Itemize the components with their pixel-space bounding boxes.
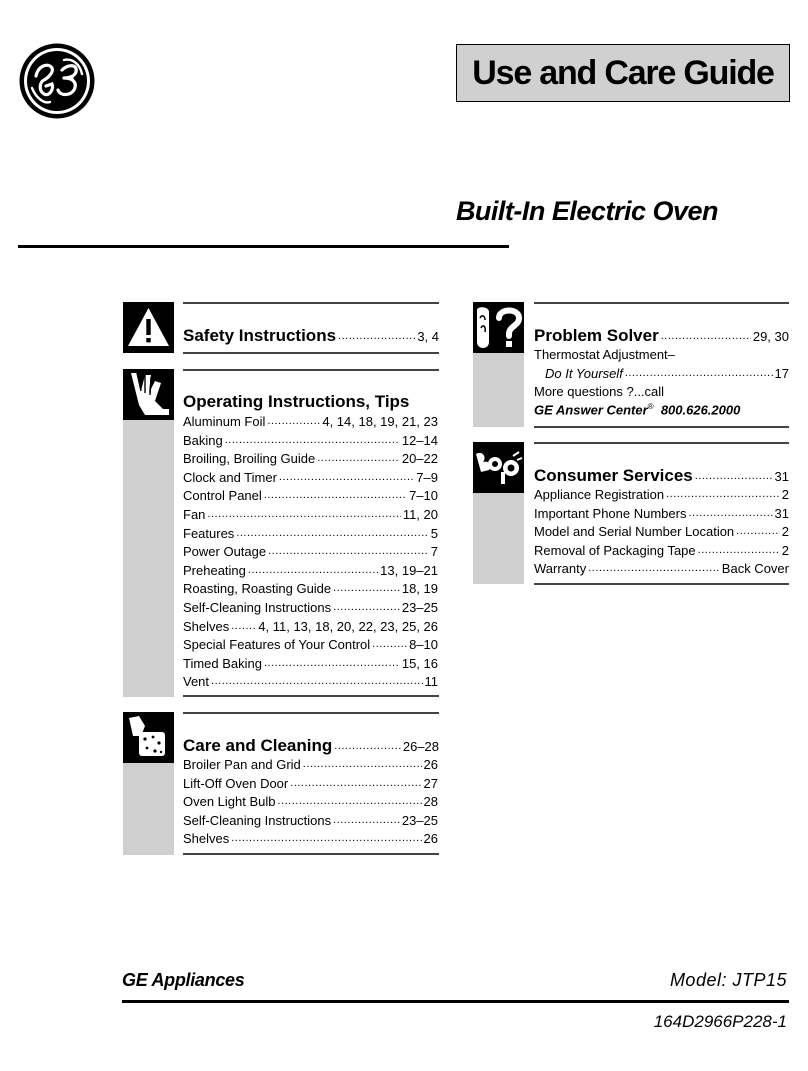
answer-center-line: GE Answer Center® 800.626.2000 bbox=[534, 402, 741, 418]
safety-bottom-rule bbox=[183, 352, 439, 354]
toc-entry-warranty[interactable]: Warranty ..... Back Cover bbox=[534, 561, 789, 580]
toc-entry-fan[interactable]: Fan ..... 11, 20 bbox=[183, 507, 438, 526]
toc-entry-oven-door[interactable]: Lift-Off Oven Door ..... 27 bbox=[183, 776, 438, 795]
document-code: 164D2966P228-1 bbox=[653, 1012, 787, 1031]
problem-top-rule bbox=[534, 302, 789, 304]
toc-entry-packaging-tape[interactable]: Removal of Packaging Tape ..... 2 bbox=[534, 543, 789, 562]
consumer-pages: 31 bbox=[774, 469, 789, 484]
problem-bottom-rule bbox=[534, 426, 789, 428]
toc-entry-serial-number[interactable]: Model and Serial Number Location ..... 2 bbox=[534, 524, 789, 543]
operating-top-rule bbox=[183, 369, 439, 371]
toc-entry-broiling[interactable]: Broiling, Broiling Guide ..... 20–22 bbox=[183, 451, 438, 470]
document-title: Use and Care Guide bbox=[472, 53, 774, 92]
toc-entry-clock-timer[interactable]: Clock and Timer ..... 7–9 bbox=[183, 470, 438, 489]
product-subtitle: Built-In Electric Oven bbox=[455, 196, 718, 226]
toc-entry-baking[interactable]: Baking ..... 12–14 bbox=[183, 433, 438, 452]
safety-pages: 3, 4 bbox=[417, 329, 439, 344]
ge-logo bbox=[18, 42, 96, 120]
toc-entry-care-self-cleaning[interactable]: Self-Cleaning Instructions ..... 23–25 bbox=[183, 813, 438, 832]
toc-entry-shelves[interactable]: Shelves ..... 4, 11, 13, 18, 20, 22, 23, 25, 26 bbox=[183, 619, 438, 638]
safety-heading-row[interactable] bbox=[183, 326, 439, 346]
toc-entry-timed-baking[interactable]: Timed Baking ..... 15, 16 bbox=[183, 656, 438, 675]
consumer-heading-row[interactable] bbox=[534, 466, 789, 486]
toc-entry-preheating[interactable]: Preheating ..... 13, 19–21 bbox=[183, 563, 438, 582]
question-mark-icon bbox=[473, 302, 524, 353]
problem-pages: 29, 30 bbox=[752, 329, 789, 344]
toc-entry-light-bulb[interactable]: Oven Light Bulb ..... 28 bbox=[183, 794, 438, 813]
toc-entry-aluminum-foil[interactable]: Aluminum Foil ..... 4, 14, 18, 19, 21, 23 bbox=[183, 414, 438, 433]
toc-entry-self-cleaning[interactable]: Self-Cleaning Instructions ..... 23–25 bbox=[183, 600, 438, 619]
consumer-heading: Consumer Services bbox=[534, 466, 693, 485]
problem-heading: Problem Solver bbox=[534, 326, 659, 345]
problem-heading-row[interactable] bbox=[534, 326, 789, 346]
toc-entry-vent[interactable]: Vent ..... 11 bbox=[183, 674, 438, 693]
appliance-service-icon bbox=[473, 442, 524, 493]
toc-entry-control-panel[interactable]: Control Panel ..... 7–10 bbox=[183, 488, 438, 507]
toc-entry-registration[interactable]: Appliance Registration ..... 2 bbox=[534, 487, 789, 506]
toc-entry-power-outage[interactable]: Power Outage ..... 7 bbox=[183, 544, 438, 563]
care-top-rule bbox=[183, 712, 439, 714]
safety-heading: Safety Instructions bbox=[183, 326, 337, 345]
toc-entry-roasting[interactable]: Roasting, Roasting Guide ..... 18, 19 bbox=[183, 581, 438, 600]
safety-top-rule bbox=[183, 302, 439, 304]
toc-entry-special-features[interactable]: Special Features of Your Control ..... 8–10 bbox=[183, 637, 438, 656]
thermostat-adjustment-text: Thermostat Adjustment– bbox=[534, 347, 675, 362]
operating-heading-row[interactable] bbox=[183, 392, 439, 412]
care-heading: Care and Cleaning bbox=[183, 736, 333, 755]
model-number: Model: JTP15 bbox=[669, 970, 787, 990]
toc-entry-broiler-pan[interactable]: Broiler Pan and Grid ..... 26 bbox=[183, 757, 438, 776]
answer-center-label: GE Answer Center bbox=[534, 402, 648, 418]
care-bottom-rule bbox=[183, 853, 439, 855]
toc-entry-care-shelves[interactable]: Shelves ..... 26 bbox=[183, 831, 438, 850]
care-pages: 26–28 bbox=[402, 739, 439, 754]
consumer-bottom-rule bbox=[534, 583, 789, 585]
care-heading-row[interactable] bbox=[183, 736, 439, 756]
more-questions-text: More questions ?...call bbox=[534, 384, 665, 399]
consumer-top-rule bbox=[534, 442, 789, 444]
answer-center-phone: 800.626.2000 bbox=[660, 402, 741, 418]
title-box bbox=[456, 44, 790, 102]
brand-name: GE Appliances bbox=[122, 970, 245, 990]
warning-triangle-icon bbox=[123, 302, 174, 353]
toc-entry-phone-numbers[interactable]: Important Phone Numbers ..... 31 bbox=[534, 506, 789, 525]
sponge-hand-icon bbox=[123, 712, 174, 763]
bottom-divider bbox=[122, 1000, 789, 1003]
top-divider bbox=[18, 245, 509, 248]
operating-heading: Operating Instructions, Tips bbox=[183, 392, 410, 411]
hand-pressing-icon bbox=[123, 369, 174, 420]
operating-bottom-rule bbox=[183, 695, 439, 697]
toc-entry-do-it-yourself[interactable]: Do It Yourself ..... 17 bbox=[545, 366, 789, 385]
toc-entry-features[interactable]: Features ..... 5 bbox=[183, 526, 438, 545]
